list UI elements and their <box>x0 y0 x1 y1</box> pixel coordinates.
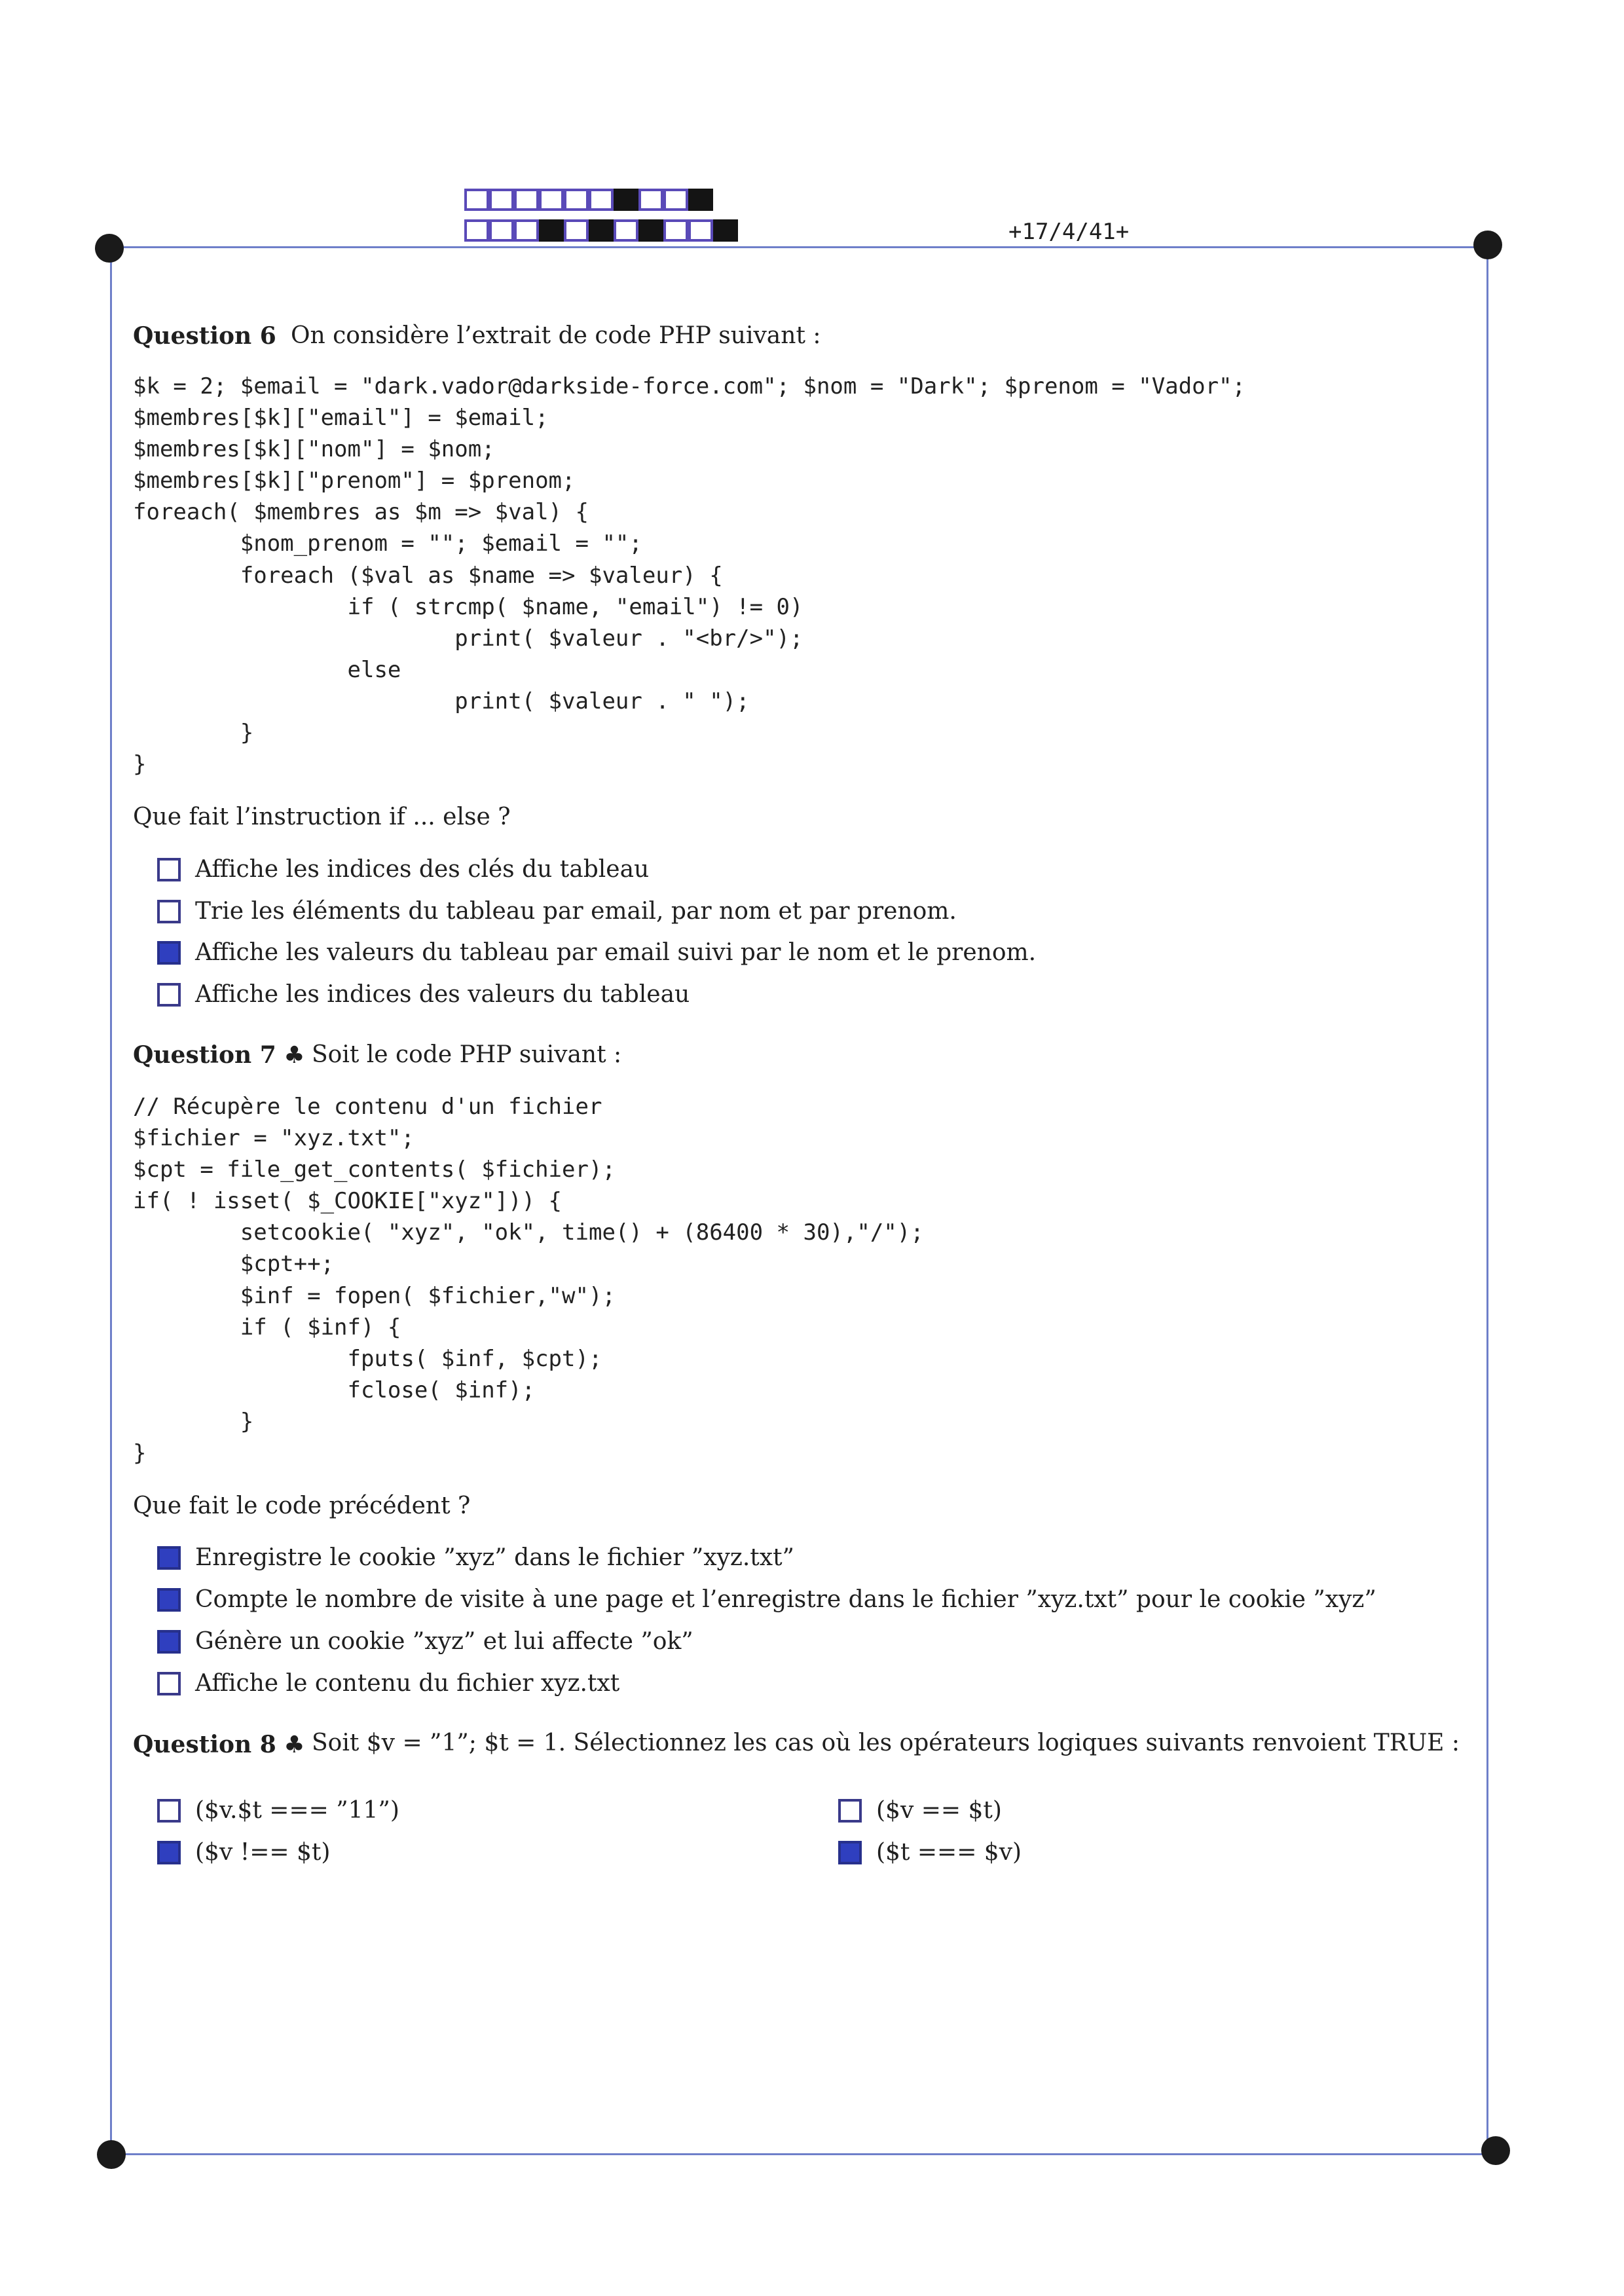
q6-option-4-label: Affiche les indices des valeurs du tableau <box>195 981 690 1008</box>
question-6-label: Question 6 <box>133 322 276 350</box>
q8-option-1-label: ($v.$t === ”11”) <box>195 1797 399 1824</box>
q8-option-3-checkbox[interactable] <box>838 1799 862 1823</box>
frame-top-line <box>110 246 1489 248</box>
q8-option-1-checkbox[interactable] <box>157 1799 181 1823</box>
q8-option-4-checkbox[interactable] <box>838 1841 862 1864</box>
question-8-text: Soit $v = ”1”; $t = 1. Sélectionnez les cas où les opérateurs logiques suivants renvoient TRUE : <box>312 1730 1460 1756</box>
corner-mark-top-right <box>1473 231 1502 259</box>
q7-option-2[interactable] <box>157 1585 1376 1614</box>
id-mark-row-2-cell <box>638 219 663 242</box>
id-mark-row-2-cell <box>539 219 564 242</box>
question-6-header <box>133 322 276 351</box>
id-mark-row-2-cell <box>663 219 688 242</box>
id-mark-row-2-cell <box>514 219 539 242</box>
question-6-prompt: Que fait l’instruction if ... else ? <box>133 804 511 830</box>
question-6-code: $k = 2; $email = "dark.vador@darkside-force.com"; $nom = "Dark"; $prenom = "Vador"; $membres[$k]["email"] = $email; $membres[$k]["nom"] = $nom; $membres[$k]["prenom"] = $prenom; foreach( $membres as $m => $val) { $nom_prenom = ""; $email = ""; foreach ($val as $name => $valeur) { if ( strcmp( $name, "email") != 0) print( $valeur . "<br/>"); else print( $valeur . " "); } } <box>133 373 1246 778</box>
q8-option-4-label: ($t === $v) <box>876 1839 1022 1866</box>
q7-option-1[interactable] <box>157 1544 794 1572</box>
q8-option-3-label: ($v == $t) <box>876 1797 1002 1824</box>
question-8-club-icon: ♣ <box>284 1731 305 1758</box>
corner-mark-bottom-right <box>1481 2136 1510 2165</box>
question-8-header <box>133 1730 305 1760</box>
id-mark-row-2-cell <box>464 219 489 242</box>
frame-bottom-line <box>110 2153 1489 2155</box>
q7-option-2-label: Compte le nombre de visite à une page et l’enregistre dans le fichier ”xyz.txt” pour le cookie ”xyz” <box>195 1586 1376 1613</box>
id-mark-row-1-cell <box>539 189 564 211</box>
page-id: +17/4/41+ <box>1008 219 1130 245</box>
question-7-club-icon: ♣ <box>284 1042 305 1069</box>
q6-option-2-checkbox[interactable] <box>157 900 181 923</box>
id-mark-row-1-cell <box>663 189 688 211</box>
id-mark-row-1-cell <box>614 189 638 211</box>
id-marks-row-2 <box>464 219 738 242</box>
frame-right-line <box>1486 246 1488 2155</box>
frame-left-line <box>110 246 112 2155</box>
question-7-text: Soit le code PHP suivant : <box>312 1041 622 1068</box>
q7-option-3-label: Génère un cookie ”xyz” et lui affecte ”ok” <box>195 1628 693 1655</box>
q6-option-1-label: Affiche les indices des clés du tableau <box>195 856 650 883</box>
q6-option-3-checkbox[interactable] <box>157 941 181 965</box>
q7-option-4-checkbox[interactable] <box>157 1672 181 1695</box>
id-mark-row-1-cell <box>464 189 489 211</box>
question-7-prompt: Que fait le code précédent ? <box>133 1492 471 1519</box>
q6-option-3[interactable] <box>157 938 1036 967</box>
q7-option-4-label: Affiche le contenu du fichier xyz.txt <box>195 1670 620 1697</box>
q7-option-2-checkbox[interactable] <box>157 1588 181 1612</box>
id-mark-row-1-cell <box>564 189 589 211</box>
q7-option-3-checkbox[interactable] <box>157 1630 181 1654</box>
q8-option-3[interactable] <box>838 1796 1002 1825</box>
id-mark-row-2-cell <box>589 219 614 242</box>
q8-option-2[interactable] <box>157 1838 330 1867</box>
id-mark-row-2-cell <box>564 219 589 242</box>
q6-option-1-checkbox[interactable] <box>157 858 181 881</box>
q6-option-2[interactable] <box>157 897 957 926</box>
id-mark-row-1-cell <box>688 189 713 211</box>
q6-option-3-label: Affiche les valeurs du tableau par email suivi par le nom et le prenom. <box>195 939 1037 966</box>
q6-option-4-checkbox[interactable] <box>157 983 181 1007</box>
q6-option-2-label: Trie les éléments du tableau par email, par nom et par prenom. <box>195 898 957 925</box>
q7-option-3[interactable] <box>157 1627 693 1656</box>
q6-option-4[interactable] <box>157 980 690 1009</box>
id-mark-row-1-cell <box>489 189 514 211</box>
q8-option-2-label: ($v !== $t) <box>195 1839 331 1866</box>
q8-option-1[interactable] <box>157 1796 399 1825</box>
question-7-header <box>133 1041 305 1070</box>
id-mark-row-2-cell <box>688 219 713 242</box>
question-6-text: On considère l’extrait de code PHP suivant : <box>291 322 821 349</box>
q8-option-4[interactable] <box>838 1838 1022 1867</box>
id-mark-row-1-cell <box>638 189 663 211</box>
id-mark-row-2-cell <box>713 219 738 242</box>
q7-option-4[interactable] <box>157 1669 619 1698</box>
id-mark-row-1-cell <box>589 189 614 211</box>
corner-mark-bottom-left <box>97 2140 126 2169</box>
q8-option-2-checkbox[interactable] <box>157 1841 181 1864</box>
q7-option-1-label: Enregistre le cookie ”xyz” dans le fichier ”xyz.txt” <box>195 1544 794 1571</box>
question-7-code: // Récupère le contenu d'un fichier $fichier = "xyz.txt"; $cpt = file_get_contents( $fichier); if( ! isset( $_COOKIE["xyz"])) { setcookie( "xyz", "ok", time() + (86400 * 30),"/"); $cpt++; $inf = fopen( $fichier,"w"); if ( $inf) { fputs( $inf, $cpt); fclose( $inf); } } <box>133 1094 924 1467</box>
question-7-label: Question 7 <box>133 1041 276 1069</box>
id-mark-row-1-cell <box>514 189 539 211</box>
q6-option-1[interactable] <box>157 855 649 884</box>
corner-mark-top-left <box>95 234 124 263</box>
q7-option-1-checkbox[interactable] <box>157 1546 181 1570</box>
id-mark-row-2-cell <box>489 219 514 242</box>
id-mark-row-2-cell <box>614 219 638 242</box>
question-8-label: Question 8 <box>133 1731 276 1758</box>
id-marks-row-1 <box>464 189 713 211</box>
